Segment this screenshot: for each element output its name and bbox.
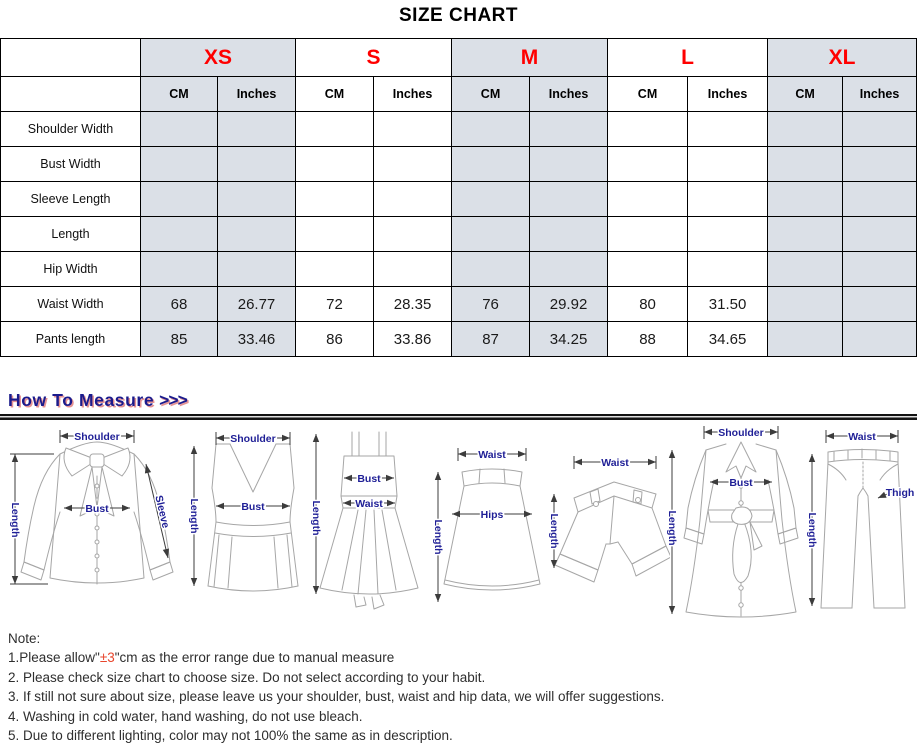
measurement-value: [296, 112, 374, 147]
bust-dimension-arrow: [710, 477, 772, 489]
measurement-value: 33.46: [218, 322, 296, 357]
measure-label: Length: [806, 512, 818, 548]
unit-header: Inches: [688, 77, 768, 112]
measure-label: Length: [9, 502, 21, 538]
measurement-value: [141, 112, 218, 147]
measurement-value: [608, 217, 688, 252]
blouse-drawing: [8, 428, 186, 608]
shoulder-dimension-arrow: [704, 426, 778, 439]
measurement-value: [608, 182, 688, 217]
measurement-value: [688, 112, 768, 147]
measure-label: Bust: [357, 473, 381, 485]
shorts-figure: [544, 448, 670, 611]
measurement-value: [296, 217, 374, 252]
measurement-value: [141, 252, 218, 287]
measure-label: Hips: [480, 509, 504, 521]
note-item: 4. Washing in cold water, hand washing, do not use bleach.: [8, 708, 363, 724]
measurement-label: Length: [1, 217, 141, 252]
measurement-value: 72: [296, 287, 374, 322]
measure-label: Waist: [601, 457, 629, 469]
measure-label: Length: [310, 500, 322, 536]
measurement-value: [768, 217, 843, 252]
measurement-value: [218, 147, 296, 182]
table-row: [1, 217, 917, 252]
table-row: [1, 322, 917, 357]
measurement-value: 34.25: [530, 322, 608, 357]
note-highlight: ±3: [99, 650, 115, 666]
size-chart-table: [0, 38, 917, 357]
bust-dimension-arrow: [344, 473, 394, 485]
measurement-value: 76: [452, 287, 530, 322]
measurement-value: [768, 147, 843, 182]
measure-label: Waist: [478, 449, 506, 461]
shoulder-dimension-arrow: [216, 432, 290, 445]
measurement-value: 28.35: [374, 287, 452, 322]
measurement-value: 85: [141, 322, 218, 357]
waist-dimension-arrow: [574, 456, 656, 469]
size-header-l: L: [608, 39, 768, 77]
measurement-value: [608, 147, 688, 182]
how-to-measure-heading: [8, 390, 187, 411]
measurement-value: [843, 217, 917, 252]
skirt-drawing: [432, 444, 552, 612]
measurement-value: [218, 252, 296, 287]
measurement-value: [530, 182, 608, 217]
measurement-value: [843, 287, 917, 322]
measurement-value: [296, 147, 374, 182]
measure-label: Length: [548, 513, 560, 549]
length-dimension-arrow: [666, 450, 678, 614]
measure-label: Bust: [241, 501, 265, 513]
measurement-value: [296, 252, 374, 287]
measurement-value: [218, 112, 296, 147]
measurement-value: 88: [608, 322, 688, 357]
note-text: 1.Please allow": [8, 650, 100, 666]
measurement-value: [530, 147, 608, 182]
length-dimension-arrow: [806, 454, 818, 606]
table-row: [1, 112, 917, 147]
table-row: [1, 147, 917, 182]
measurement-label: Hip Width: [1, 252, 141, 287]
measurement-value: [530, 217, 608, 252]
measurement-label: Pants length: [1, 322, 141, 357]
measure-label: Length: [188, 498, 200, 534]
unit-header: CM: [768, 77, 843, 112]
unit-header-row: [1, 77, 917, 112]
measurement-value: [768, 287, 843, 322]
measurement-value: [688, 147, 768, 182]
measure-label: Sleeve: [152, 494, 172, 530]
measurement-value: [452, 112, 530, 147]
measurement-value: [688, 252, 768, 287]
bust-dimension-arrow: [64, 503, 130, 515]
measurement-value: [688, 182, 768, 217]
measurement-value: [218, 182, 296, 217]
measurement-value: [452, 182, 530, 217]
measurement-value: 26.77: [218, 287, 296, 322]
page-title: SIZE CHART: [399, 5, 518, 26]
measure-label: Waist: [848, 431, 876, 443]
unit-header: CM: [608, 77, 688, 112]
measure-label: Shoulder: [718, 427, 764, 439]
slip-dress-drawing: [306, 426, 432, 616]
section-divider: [0, 414, 917, 420]
measurement-value: [452, 252, 530, 287]
measurement-value: [218, 217, 296, 252]
table-row: [1, 287, 917, 322]
measurement-label: Sleeve Length: [1, 182, 141, 217]
measurement-value: [530, 252, 608, 287]
measurement-value: 68: [141, 287, 218, 322]
measurement-value: 34.65: [688, 322, 768, 357]
skirt-figure: [432, 444, 552, 617]
measurement-label: Bust Width: [1, 147, 141, 182]
note-item: [8, 648, 908, 667]
notes-section: [8, 629, 908, 745]
measurement-value: [768, 182, 843, 217]
table-row: [1, 182, 917, 217]
hips-dimension-arrow: [452, 509, 532, 521]
slip-dress-figure: [306, 426, 432, 621]
size-chart-table-wrap: [0, 38, 917, 357]
length-dimension-arrow: [432, 472, 444, 602]
size-header-m: M: [452, 39, 608, 77]
measurement-label: Shoulder Width: [1, 112, 141, 147]
size-header-xl: XL: [768, 39, 917, 77]
measure-label: Thigh: [885, 487, 915, 499]
measurement-value: [843, 182, 917, 217]
pants-drawing: [804, 426, 916, 618]
unit-header: Inches: [218, 77, 296, 112]
measurement-value: [374, 112, 452, 147]
measurement-value: [768, 252, 843, 287]
table-row: [1, 252, 917, 287]
triple-chevron-icon: >>>: [159, 390, 187, 410]
measurement-value: [374, 252, 452, 287]
blouse-figure: [8, 428, 186, 613]
measurement-value: [768, 112, 843, 147]
length-dimension-arrow: [188, 446, 200, 586]
waist-dimension-arrow: [826, 430, 898, 443]
unit-header: CM: [296, 77, 374, 112]
measurement-value: [843, 147, 917, 182]
measure-label: Length: [432, 519, 444, 555]
unit-header: Inches: [374, 77, 452, 112]
size-header-s: S: [296, 39, 452, 77]
pants-figure: [804, 426, 916, 623]
measurement-value: [141, 147, 218, 182]
measure-label: Bust: [729, 477, 753, 489]
measurement-value: [141, 182, 218, 217]
corner-cell: [1, 77, 141, 112]
measure-label: Length: [666, 510, 678, 546]
measurement-value: [452, 147, 530, 182]
measurement-value: 33.86: [374, 322, 452, 357]
unit-header: Inches: [530, 77, 608, 112]
trench-coat-drawing: [664, 424, 816, 620]
unit-header: Inches: [843, 77, 917, 112]
measurement-value: [608, 252, 688, 287]
note-item: 2. Please check size chart to choose size. Do not select according to your habit.: [8, 669, 486, 685]
measurement-value: 31.50: [688, 287, 768, 322]
measure-label: Waist: [355, 498, 383, 510]
length-dimension-arrow: [310, 434, 322, 594]
tank-top-drawing: [186, 430, 316, 602]
note-text: "cm as the error range due to manual measure: [114, 650, 395, 666]
measurement-value: 80: [608, 287, 688, 322]
bust-dimension-arrow: [216, 501, 290, 513]
measurement-value: [688, 217, 768, 252]
tank-top-figure: [186, 430, 316, 607]
measurement-value: [530, 112, 608, 147]
measure-label: Shoulder: [230, 433, 276, 445]
thigh-dimension-arrow: [878, 487, 914, 499]
measurement-value: [374, 217, 452, 252]
measurement-value: [843, 112, 917, 147]
measurement-value: [452, 217, 530, 252]
measurement-value: [843, 322, 917, 357]
size-header-row: [1, 39, 917, 77]
notes-heading: Note:: [8, 631, 41, 646]
measurement-value: [768, 322, 843, 357]
note-item: 3. If still not sure about size, please leave us your shoulder, bust, waist and hip data, we will offer suggestions.: [8, 689, 665, 705]
measurement-value: 86: [296, 322, 374, 357]
waist-dimension-arrow: [458, 448, 526, 461]
measurement-label: Waist Width: [1, 287, 141, 322]
measurement-value: [608, 112, 688, 147]
measurement-value: [843, 252, 917, 287]
measure-label: Bust: [85, 503, 109, 515]
measure-label: Shoulder: [74, 431, 120, 443]
unit-header: CM: [141, 77, 218, 112]
measurement-value: 29.92: [530, 287, 608, 322]
size-header-xs: XS: [141, 39, 296, 77]
measurement-value: [374, 182, 452, 217]
how-to-measure-text: How To Measure: [8, 390, 155, 410]
corner-cell: [1, 39, 141, 77]
note-item: 5. Due to different lighting, color may not 100% the same as in description.: [8, 728, 453, 744]
measurement-value: [141, 217, 218, 252]
measurement-value: [296, 182, 374, 217]
trench-coat-figure: [664, 424, 816, 625]
shoulder-dimension-arrow: [60, 430, 134, 443]
measurement-value: [374, 147, 452, 182]
measurement-value: 87: [452, 322, 530, 357]
unit-header: CM: [452, 77, 530, 112]
shorts-drawing: [544, 448, 670, 606]
